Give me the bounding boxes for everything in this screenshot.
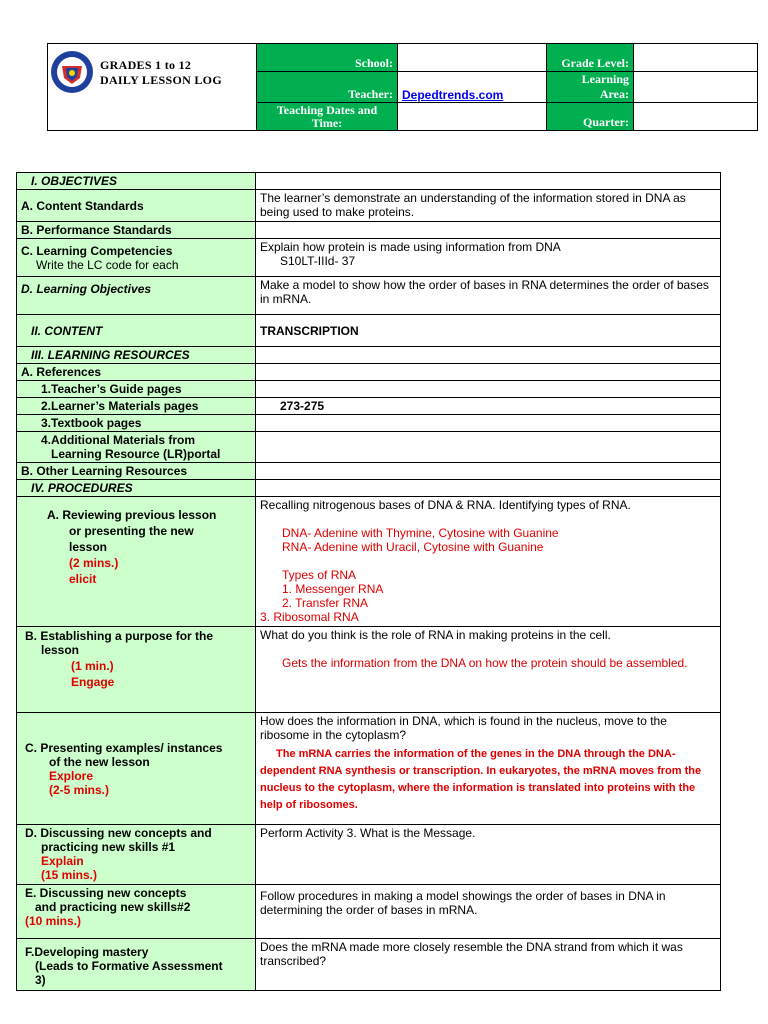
- proc-c-phase: Explore: [49, 768, 94, 783]
- teacher-link[interactable]: Depedtrends.com: [402, 88, 504, 102]
- competencies-sub: Write the LC code for each: [36, 257, 179, 272]
- proc-c-line1: C. Presenting examples/ instances: [25, 740, 223, 755]
- learning-area-value[interactable]: [634, 72, 758, 103]
- quarter-value[interactable]: [634, 103, 758, 131]
- school-value[interactable]: [398, 44, 547, 72]
- log-title-line2: DAILY LESSON LOG: [100, 73, 222, 87]
- procedures-heading: IV. PROCEDURES: [17, 480, 256, 497]
- proc-c-time: (2-5 mins.): [49, 782, 110, 797]
- proc-a-line1: A. Reviewing previous lesson: [47, 508, 217, 522]
- teaching-dates-label: Teaching Dates and Time:: [257, 103, 398, 131]
- content-text: TRANSCRIPTION: [256, 315, 721, 347]
- school-label: School:: [257, 44, 398, 72]
- proc-a-dna: DNA- Adenine with Thymine, Cytosine with Guanine: [282, 526, 559, 540]
- competencies-label: C. Learning Competencies: [21, 243, 173, 258]
- additional-materials-line2: Learning Resource (LR)portal: [51, 447, 221, 461]
- proc-f-text: Does the mRNA made more closely resemble the DNA strand from which it was transcribed?: [256, 939, 721, 991]
- proc-f-line2: (Leads to Formative Assessment: [35, 959, 223, 973]
- proc-a-time: (2 mins.): [69, 556, 119, 570]
- proc-b-time: (1 min.): [71, 659, 114, 673]
- references-label: A. References: [17, 364, 256, 381]
- deped-seal-icon: [50, 50, 94, 94]
- proc-d-phase: Explain: [41, 854, 84, 868]
- content-standards-label: A. Content Standards: [17, 190, 256, 222]
- proc-a-line2: or presenting the new: [69, 524, 194, 538]
- proc-e-text: Follow procedures in making a model showings the order of bases in DNA in determining the order of bases in mRNA.: [256, 885, 721, 939]
- proc-b-text: What do you think is the role of RNA in making proteins in the cell.: [260, 628, 611, 642]
- proc-d-text: Perform Activity 3. What is the Message.: [256, 825, 721, 885]
- proc-a-phase: elicit: [69, 572, 97, 586]
- proc-e-time: (10 mins.): [25, 914, 82, 928]
- proc-a-line3: lesson: [69, 540, 108, 554]
- proc-b-line2: lesson: [41, 643, 80, 657]
- grade-level-label: Grade Level:: [547, 44, 634, 72]
- learning-objectives-label: D. Learning Objectives: [17, 277, 256, 315]
- proc-a-text: Recalling nitrogenous bases of DNA & RNA. Identifying types of RNA.: [260, 498, 631, 512]
- proc-b-answer: Gets the information from the DNA on how the protein should be assembled.: [282, 656, 688, 670]
- proc-e-line2: and practicing new skills#2: [35, 900, 191, 914]
- proc-f-line1: F.Developing mastery: [25, 945, 149, 959]
- logo-cell: [48, 44, 257, 131]
- proc-c-answer: The mRNA carries the information of the genes in the DNA through the DNA-dependent RNA synthesis or transcription. In eukaryotes, the mRNA moves from the nucleus to the cytoplasm, where the information is translated into proteins with the help of ribosomes.: [260, 748, 702, 811]
- content-heading: II. CONTENT: [17, 315, 256, 347]
- lesson-table: [16, 172, 721, 991]
- learning-objectives-text: Make a model to show how the order of bases in RNA determines the order of bases in mRNA.: [256, 277, 721, 315]
- additional-materials-line1: 4.Additional Materials from: [41, 433, 196, 447]
- competencies-code: S10LT-IIId- 37: [280, 254, 356, 268]
- proc-b-line1: B. Establishing a purpose for the: [25, 629, 214, 643]
- proc-c-line2: of the new lesson: [49, 754, 150, 769]
- proc-e-line1: E. Discussing new concepts: [25, 886, 187, 900]
- proc-b-phase: Engage: [71, 675, 115, 689]
- proc-d-line1: D. Discussing new concepts and: [25, 826, 212, 840]
- lm-pages-label: 2.Learner’s Materials pages: [17, 398, 256, 415]
- proc-c-text: How does the information in DNA, which is found in the nucleus, move to the ribosome in the cytoplasm?: [260, 714, 667, 742]
- performance-standards-label: B. Performance Standards: [17, 222, 256, 239]
- proc-a-types: Types of RNA: [282, 568, 357, 582]
- header-table: [47, 43, 758, 131]
- teaching-dates-value[interactable]: [398, 103, 547, 131]
- learning-area-label: Learning Area:: [547, 72, 634, 103]
- other-resources-label: B. Other Learning Resources: [17, 463, 256, 480]
- proc-a-type1: 1. Messenger RNA: [282, 582, 384, 596]
- lm-pages-value: 273-275: [256, 398, 721, 415]
- textbook-pages-label: 3.Textbook pages: [17, 415, 256, 432]
- proc-a-type3: 3. Ribosomal RNA: [260, 610, 359, 624]
- teacher-label: Teacher:: [257, 72, 398, 103]
- proc-d-time: (15 mins.): [41, 868, 98, 882]
- grade-level-value[interactable]: [634, 44, 758, 72]
- log-title: [100, 58, 222, 88]
- proc-a-rna: RNA- Adenine with Uracil, Cytosine with Guanine: [282, 540, 544, 554]
- content-standards-text: The learner’s demonstrate an understanding of the information stored in DNA as being used to make proteins.: [256, 190, 721, 222]
- tg-pages-label: 1.Teacher’s Guide pages: [17, 381, 256, 398]
- quarter-label: Quarter:: [547, 103, 634, 131]
- proc-a-type2: 2. Transfer RNA: [282, 596, 369, 610]
- proc-d-line2: practicing new skills #1: [41, 840, 176, 854]
- resources-heading: III. LEARNING RESOURCES: [17, 347, 256, 364]
- log-title-line1: GRADES 1 to 12: [100, 58, 192, 72]
- proc-f-line3: 3): [35, 973, 46, 987]
- competencies-text: Explain how protein is made using information from DNA: [260, 240, 561, 254]
- objectives-heading: I. OBJECTIVES: [17, 173, 256, 190]
